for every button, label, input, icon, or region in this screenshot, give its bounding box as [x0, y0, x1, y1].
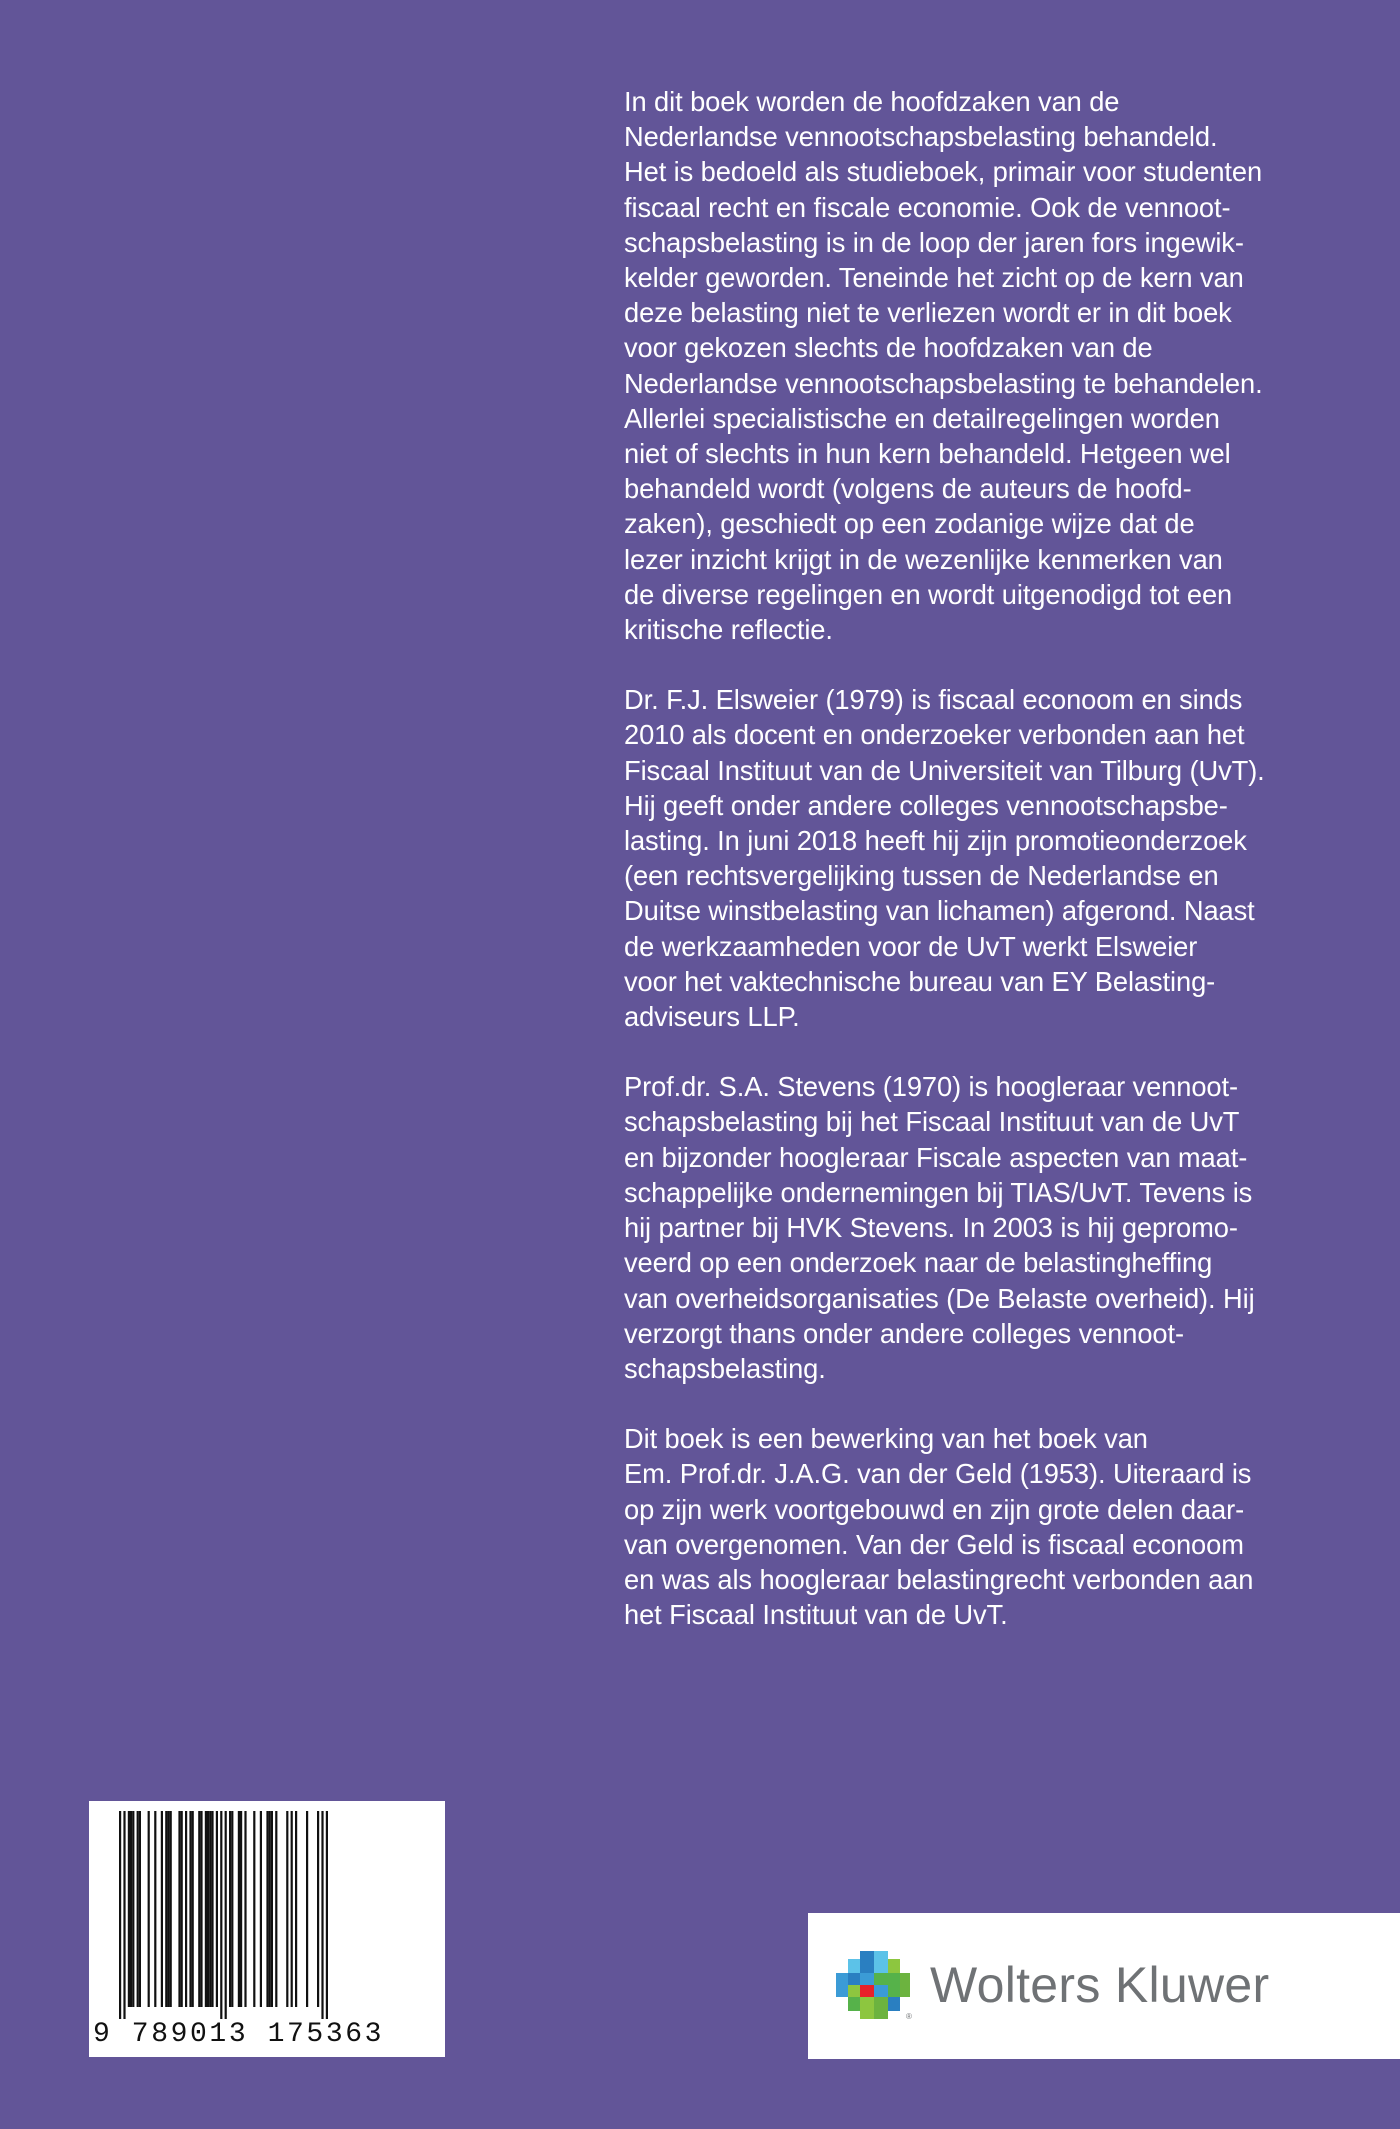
text-line: behandeld wordt (volgens de auteurs de hoofd- — [624, 473, 1192, 505]
barcode-bar — [178, 1811, 180, 2007]
text-line: Nederlandse vennootschapsbelasting behandeld. — [624, 121, 1218, 153]
barcode-bar — [260, 1811, 262, 2007]
isbn-barcode — [89, 1801, 445, 2057]
paragraph-author-stevens — [624, 1069, 1292, 1386]
barcode-bar — [317, 1811, 319, 2007]
text-line: en was als hoogleraar belastingrecht verbonden aan — [624, 1563, 1254, 1595]
text-line: kritische reflectie. — [624, 614, 833, 646]
barcode-bars — [89, 1801, 445, 2019]
text-line: voor het vaktechnische bureau van EY Belasting- — [624, 965, 1216, 997]
barcode-bar — [170, 1811, 172, 2007]
text-line: fiscaal recht en fiscale economie. Ook de vennoot- — [624, 191, 1231, 223]
barcode-bar — [167, 1811, 169, 2007]
text-line: schapsbelasting is in de loop der jaren fors ingewik- — [624, 226, 1244, 258]
paragraph-book-description — [624, 84, 1292, 647]
barcode-bar — [244, 1811, 246, 2007]
barcode-bar — [139, 1811, 141, 2007]
wolters-kluwer-mosaic-icon — [836, 1949, 916, 2029]
svg-text:®: ® — [906, 2012, 912, 2021]
text-line: Allerlei specialistische en detailregelingen worden — [624, 402, 1220, 434]
text-line: het Fiscaal Instituut van de UvT. — [624, 1599, 1008, 1631]
text-line: van overgenomen. Van der Geld is fiscaal econoom — [624, 1528, 1244, 1560]
text-line: Het is bedoeld als studieboek, primair voor studenten — [624, 156, 1263, 188]
text-line: Nederlandse vennootschapsbelasting te behandelen. — [624, 367, 1263, 399]
text-line: en bijzonder hoogleraar Fiscale aspecten van maat- — [624, 1141, 1248, 1173]
barcode-bar — [154, 1811, 156, 2007]
publisher-logo — [808, 1913, 1400, 2059]
publisher-name: Wolters Kluwer — [930, 1957, 1270, 2013]
barcode-bar — [161, 1811, 163, 2007]
text-line: de diverse regelingen en wordt uitgenodigd tot een — [624, 578, 1233, 610]
text-line: schapsbelasting. — [624, 1352, 826, 1384]
barcode-bar — [269, 1811, 271, 2007]
barcode-bar — [130, 1811, 132, 2007]
barcode-bar — [295, 1811, 297, 2007]
text-line: schapsbelasting bij het Fiscaal Instituut van de UvT — [624, 1106, 1240, 1138]
back-cover-text — [624, 84, 1292, 1667]
barcode-bar — [209, 1811, 211, 2007]
barcode-bar — [253, 1811, 255, 2007]
paragraph-author-elsweier — [624, 682, 1292, 1034]
barcode-bar — [291, 1811, 293, 2007]
barcode-bar — [220, 1811, 222, 2019]
text-line: Prof.dr. S.A. Stevens (1970) is hoogleraar vennoot- — [624, 1071, 1238, 1103]
text-line: niet of slechts in hun kern behandeld. Hetgeen wel — [624, 438, 1231, 470]
barcode-bar — [207, 1811, 209, 2007]
text-line: Fiscaal Instituut van de Universiteit van Tilburg (UvT). — [624, 754, 1265, 786]
text-line: verzorgt thans onder andere colleges vennoot- — [624, 1317, 1184, 1349]
text-line: zaken), geschiedt op een zodanige wijze dat de — [624, 508, 1195, 540]
barcode-bar — [200, 1811, 202, 2007]
barcode-bar — [185, 1811, 187, 2007]
text-line: op zijn werk voortgebouwd en zijn grote delen daar- — [624, 1493, 1245, 1525]
barcode-bar — [119, 1811, 121, 2019]
barcode-bar — [216, 1811, 218, 2007]
barcode-bar — [128, 1811, 130, 2007]
barcode-bar — [225, 1811, 227, 2019]
barcode-bar — [306, 1811, 308, 2007]
text-line: 2010 als docent en onderzoeker verbonden aan het — [624, 719, 1245, 751]
barcode-bar — [211, 1811, 213, 2007]
barcode-bar — [240, 1811, 242, 2007]
barcode-bar — [238, 1811, 240, 2007]
text-line: Hij geeft onder andere colleges vennootschapsbe- — [624, 789, 1228, 821]
isbn-number: 9 789013 175363 — [93, 2019, 385, 2050]
text-line: (een rechtsvergelijking tussen de Nederlandse en — [624, 860, 1219, 892]
text-line: Duitse winstbelasting van lichamen) afgerond. Naast — [624, 895, 1255, 927]
barcode-bar — [198, 1811, 200, 2007]
barcode-bar — [123, 1811, 125, 2019]
barcode-bar — [189, 1811, 191, 2007]
barcode-bar — [137, 1811, 139, 2007]
barcode-bar — [181, 1811, 183, 2007]
barcode-bar — [229, 1811, 231, 2007]
text-line: voor gekozen slechts de hoofdzaken van de — [624, 332, 1153, 364]
text-line: adviseurs LLP. — [624, 1001, 800, 1033]
text-line: schappelijke ondernemingen bij TIAS/UvT. Tevens is — [624, 1176, 1253, 1208]
text-line: Dr. F.J. Elsweier (1979) is fiscaal econoom en sinds — [624, 684, 1243, 716]
barcode-bar — [271, 1811, 273, 2007]
text-line: lasting. In juni 2018 heeft hij zijn promotieonderzoek — [624, 825, 1247, 857]
text-line: deze belasting niet te verliezen wordt er in dit boek — [624, 297, 1232, 329]
barcode-bar — [205, 1811, 207, 2007]
barcode-bar — [286, 1811, 288, 2007]
paragraph-original-edition — [624, 1421, 1292, 1632]
barcode-bar — [148, 1811, 150, 2007]
barcode-bar — [326, 1811, 328, 2019]
text-line: van overheidsorganisaties (De Belaste overheid). Hij — [624, 1282, 1255, 1314]
text-line: Dit boek is een bewerking van het boek van — [624, 1423, 1148, 1455]
text-line: lezer inzicht krijgt in de wezenlijke kenmerken van — [624, 543, 1223, 575]
barcode-bar — [266, 1811, 268, 2007]
text-line: Em. Prof.dr. J.A.G. van der Geld (1953). Uiteraard is — [624, 1458, 1252, 1490]
text-line: kelder geworden. Teneinde het zicht op de kern van — [624, 262, 1244, 294]
barcode-bar — [132, 1811, 134, 2007]
barcode-bar — [192, 1811, 194, 2007]
barcode-bar — [321, 1811, 323, 2019]
text-line: In dit boek worden de hoofdzaken van de — [624, 86, 1120, 117]
text-line: de werkzaamheden voor de UvT werkt Elsweier — [624, 930, 1198, 962]
text-line: hij partner bij HVK Stevens. In 2003 is hij gepromo- — [624, 1212, 1238, 1244]
text-line: veerd op een onderzoek naar de belastingheffing — [624, 1247, 1213, 1279]
barcode-bar — [231, 1811, 233, 2007]
barcode-bar — [165, 1811, 167, 2007]
barcode-bar — [275, 1811, 277, 2007]
